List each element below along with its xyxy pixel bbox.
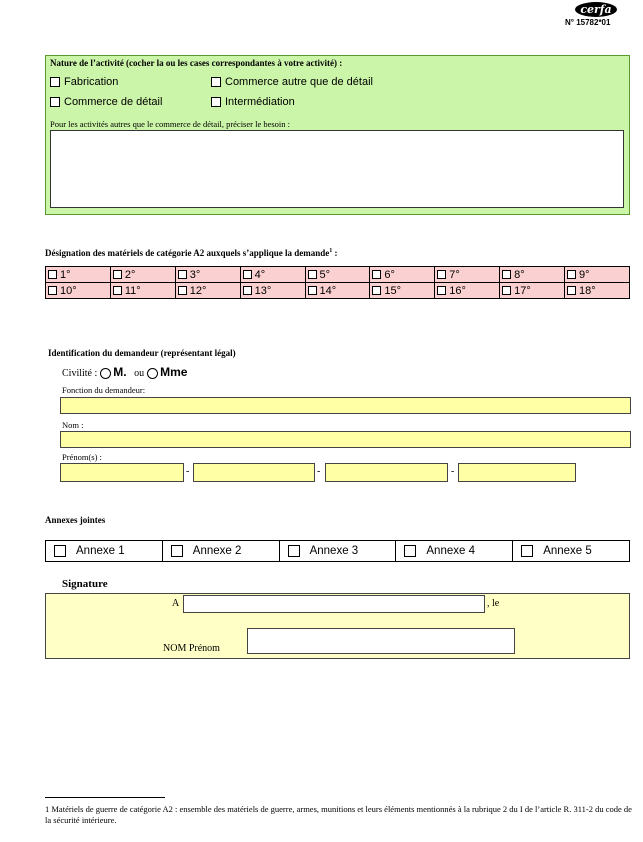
- nom-field[interactable]: [60, 431, 631, 448]
- option-commerce-detail[interactable]: [50, 96, 162, 108]
- annexes-row: [46, 541, 630, 562]
- option-label: Commerce de détail: [64, 96, 163, 108]
- checkbox[interactable]: [567, 286, 576, 295]
- annexe-label: Annexe 1: [76, 545, 125, 558]
- cerfa-logo: cerfa: [575, 2, 617, 17]
- option-commerce-autre[interactable]: [211, 76, 373, 88]
- a-label: A: [172, 598, 180, 609]
- prenom-label: Prénom(s) :: [62, 452, 102, 462]
- checkbox[interactable]: [437, 270, 446, 279]
- footnote-ref: 1: [329, 248, 333, 254]
- footnote-rule: [45, 797, 165, 798]
- annexe-2[interactable]: [162, 541, 279, 562]
- annexe-label: Annexe 3: [309, 545, 359, 558]
- option-label: Intermédiation: [225, 96, 295, 108]
- prenom-field-3[interactable]: [325, 463, 448, 482]
- nom-prenom-field[interactable]: [247, 628, 515, 654]
- materials-title-suffix: :: [332, 248, 338, 258]
- checkbox[interactable]: [372, 270, 381, 279]
- option-mme-label: Mme: [160, 365, 188, 379]
- checkbox[interactable]: [113, 270, 122, 279]
- material-label: 12°: [189, 284, 207, 297]
- fonction-field[interactable]: [60, 397, 631, 414]
- checkbox[interactable]: [50, 97, 60, 107]
- prenom-field-2[interactable]: [193, 463, 315, 482]
- civilite-row: [62, 365, 187, 379]
- annexe-3[interactable]: [279, 541, 396, 562]
- materials-row-1: [46, 267, 630, 283]
- activity-title: Nature de l’activité (cocher la ou les cases correspondantes à votre activité) :: [50, 58, 343, 68]
- material-label: 9°: [579, 268, 590, 281]
- form-number: N° 15782*01: [565, 18, 611, 27]
- material-cell[interactable]: [500, 283, 565, 299]
- checkbox[interactable]: [178, 286, 187, 295]
- material-label: 13°: [254, 284, 272, 297]
- signature-title: Signature: [62, 578, 108, 590]
- material-cell[interactable]: [110, 283, 175, 299]
- checkbox[interactable]: [178, 270, 187, 279]
- material-cell[interactable]: [240, 283, 305, 299]
- annexes-table: [45, 540, 630, 562]
- material-cell[interactable]: [240, 267, 305, 283]
- checkbox[interactable]: [521, 545, 533, 557]
- prenom-separator: -: [451, 466, 455, 477]
- material-cell[interactable]: [435, 283, 500, 299]
- le-label: , le: [487, 598, 500, 609]
- checkbox[interactable]: [502, 286, 511, 295]
- annexe-label: Annexe 5: [543, 545, 592, 558]
- checkbox[interactable]: [567, 270, 576, 279]
- material-cell[interactable]: [46, 267, 111, 283]
- material-cell[interactable]: [175, 283, 240, 299]
- checkbox[interactable]: [288, 545, 300, 557]
- material-label: 18°: [579, 284, 596, 297]
- prenom-separator: -: [186, 466, 190, 477]
- fonction-label: Fonction du demandeur:: [62, 385, 146, 395]
- activity-note: Pour les activités autres que le commerce de détail, préciser le besoin :: [50, 119, 291, 129]
- checkbox[interactable]: [48, 270, 57, 279]
- material-cell[interactable]: [305, 283, 370, 299]
- material-label: 17°: [514, 284, 531, 297]
- material-label: 4°: [254, 268, 266, 281]
- material-label: 2°: [124, 268, 136, 281]
- prenom-field-1[interactable]: [60, 463, 184, 482]
- checkbox[interactable]: [243, 286, 252, 295]
- materials-row-2: [46, 283, 630, 299]
- annexes-title: Annexes jointes: [45, 515, 106, 525]
- prenom-separator: -: [317, 466, 321, 477]
- nom-prenom-label: NOM Prénom: [163, 643, 220, 654]
- annexe-1[interactable]: [46, 541, 163, 562]
- materials-table: [45, 266, 630, 299]
- materials-title: [45, 248, 338, 258]
- option-m-label: M.: [113, 365, 127, 379]
- checkbox[interactable]: [113, 286, 122, 295]
- checkbox[interactable]: [502, 270, 511, 279]
- checkbox[interactable]: [171, 545, 183, 557]
- nom-label: Nom :: [62, 420, 84, 430]
- material-label: 14°: [319, 284, 337, 297]
- material-label: 6°: [384, 268, 395, 281]
- checkbox[interactable]: [308, 286, 317, 295]
- material-label: 5°: [319, 268, 331, 281]
- material-cell[interactable]: [110, 267, 175, 283]
- material-cell[interactable]: [305, 267, 370, 283]
- option-intermediation[interactable]: [211, 96, 295, 108]
- option-label: Fabrication: [64, 76, 119, 88]
- checkbox[interactable]: [54, 545, 66, 557]
- checkbox[interactable]: [243, 270, 252, 279]
- or-label: ou: [134, 368, 145, 379]
- annexe-label: Annexe 4: [426, 545, 475, 558]
- checkbox[interactable]: [372, 286, 381, 295]
- material-label: 11°: [124, 284, 141, 297]
- prenom-field-4[interactable]: [458, 463, 576, 482]
- material-cell[interactable]: [175, 267, 240, 283]
- checkbox[interactable]: [48, 286, 57, 295]
- material-cell[interactable]: [565, 283, 630, 299]
- material-cell[interactable]: [370, 283, 435, 299]
- material-label: 7°: [449, 268, 460, 281]
- material-cell[interactable]: [435, 267, 500, 283]
- checkbox[interactable]: [437, 286, 446, 295]
- material-label: 16°: [449, 284, 466, 297]
- annexe-5[interactable]: [513, 541, 630, 562]
- civilite-label: Civilité :: [62, 368, 98, 379]
- material-label: 8°: [514, 268, 525, 281]
- option-fabrication[interactable]: [50, 76, 118, 88]
- identification-title: Identification du demandeur (représentant légal): [48, 348, 236, 358]
- checkbox[interactable]: [211, 97, 221, 107]
- annexe-4[interactable]: [396, 541, 513, 562]
- option-label: Commerce autre que de détail: [225, 76, 373, 88]
- material-label: 10°: [60, 284, 77, 297]
- checkbox[interactable]: [50, 77, 60, 87]
- material-cell[interactable]: [46, 283, 111, 299]
- material-cell[interactable]: [370, 267, 435, 283]
- place-field[interactable]: [183, 595, 485, 613]
- material-label: 15°: [384, 284, 402, 297]
- annexe-label: Annexe 2: [192, 545, 242, 558]
- footnote: 1 Matériels de guerre de catégorie A2 : ensemble des matériels de guerre, armes, munitions et leurs éléments mentionnés à la rubrique 2 du I de l’article R. 311-2 du code de la sécurité intérieure.: [45, 804, 632, 825]
- material-cell[interactable]: [565, 267, 630, 283]
- radio-mme[interactable]: [147, 368, 158, 379]
- materials-title-text: Désignation des matériels de catégorie A2 auxquels s’applique la demande: [45, 248, 330, 258]
- radio-m[interactable]: [100, 368, 111, 379]
- checkbox[interactable]: [308, 270, 317, 279]
- checkbox[interactable]: [404, 545, 416, 557]
- material-label: 1°: [60, 268, 71, 281]
- material-label: 3°: [189, 268, 201, 281]
- material-cell[interactable]: [500, 267, 565, 283]
- checkbox[interactable]: [211, 77, 221, 87]
- activity-need-textarea[interactable]: [50, 130, 624, 208]
